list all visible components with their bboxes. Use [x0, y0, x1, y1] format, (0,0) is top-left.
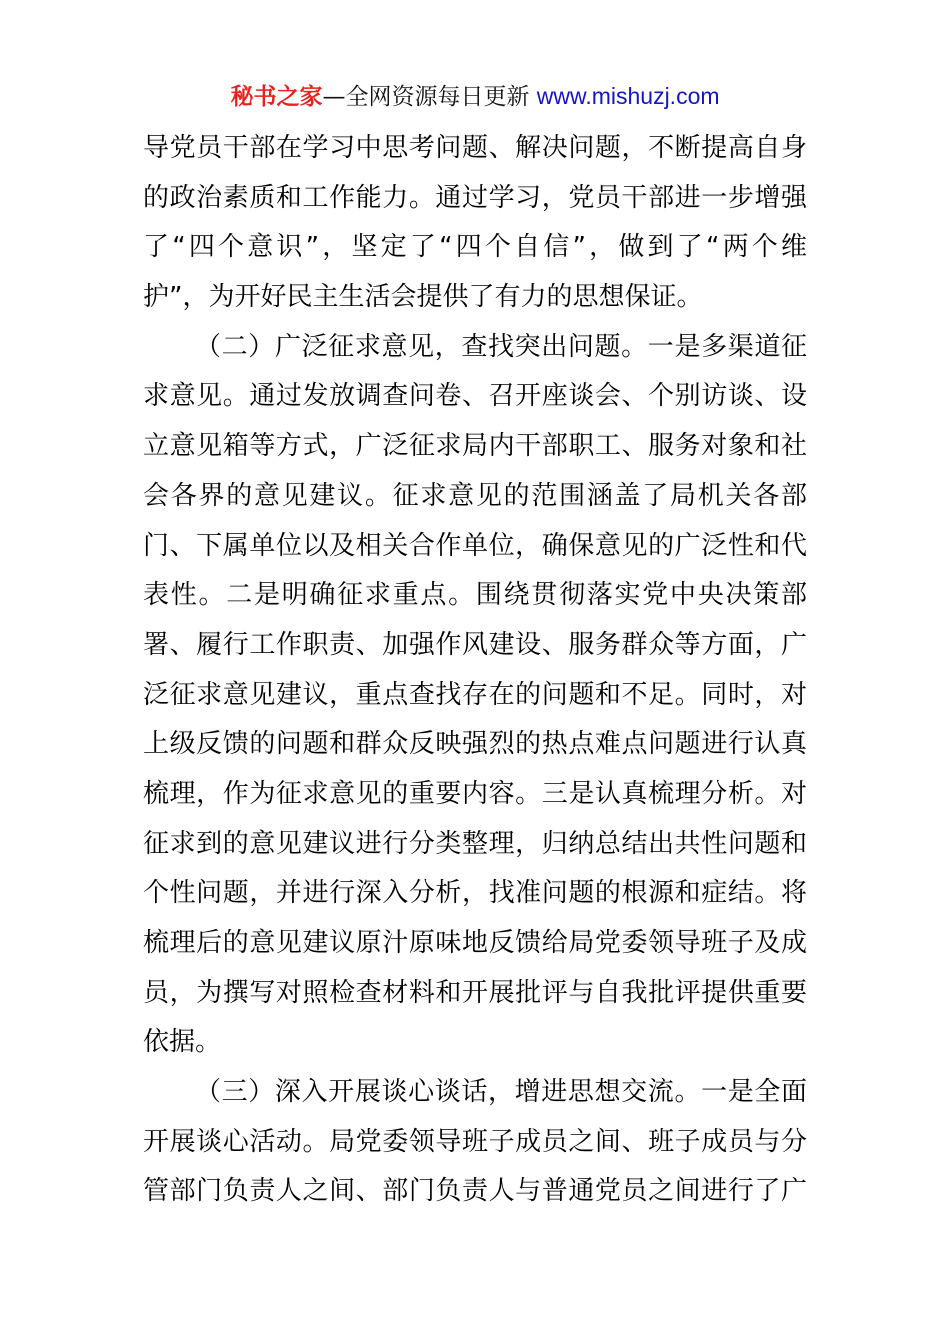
text-line: 表性。二是明确征求重点。围绕贯彻落实党中央决策部 — [143, 580, 807, 611]
text-line: （二）广泛征求意见，查找突出问题。一是多渠道征 — [195, 331, 807, 362]
document-body — [143, 124, 807, 1217]
site-brand: 秘书之家 — [230, 84, 323, 110]
text-line: 梳理，作为征求意见的重要内容。三是认真梳理分析。对 — [143, 778, 807, 809]
text-line: 泛征求意见建议，重点查找存在的问题和不足。同时，对 — [143, 679, 807, 710]
text-line: 员，为撰写对照检查材料和开展批评与自我批评提供重要 — [143, 977, 807, 1008]
text-line: 护”，为开好民主生活会提供了有力的思想保证。 — [143, 282, 703, 313]
text-line: 开展谈心活动。局党委领导班子成员之间、班子成员与分 — [143, 1126, 807, 1157]
text-line: 导党员干部在学习中思考问题、解决问题，不断提高自身 — [143, 133, 807, 163]
text-line: 求意见。通过发放调查问卷、召开座谈会、个别访谈、设 — [143, 381, 807, 412]
text-line: 征求到的意见建议进行分类整理，归纳总结出共性问题和 — [143, 828, 807, 859]
text-line: 个性问题，并进行深入分析，找准问题的根源和症结。将 — [143, 878, 807, 909]
text-line: （三）深入开展谈心谈话，增进思想交流。一是全面 — [195, 1077, 807, 1108]
text-line: 署、履行工作职责、加强作风建设、服务群众等方面，广 — [143, 629, 807, 660]
text-line: 门、下属单位以及相关合作单位，确保意见的广泛性和代 — [143, 530, 807, 561]
text-line: 的政治素质和工作能力。通过学习，党员干部进一步增强 — [143, 182, 807, 213]
text-line: 管部门负责人之间、部门负责人与普通党员之间进行了广 — [143, 1176, 807, 1207]
text-line: 了“四个意识”，坚定了“四个自信”，做到了“两个维 — [143, 232, 807, 263]
site-header — [0, 80, 950, 113]
site-tagline: —全网资源每日更新 — [322, 84, 530, 110]
text-line: 梳理后的意见建议原汁原味地反馈给局党委领导班子及成 — [143, 928, 807, 958]
text-line: 会各界的意见建议。征求意见的范围涵盖了局机关各部 — [143, 480, 807, 511]
site-url-link[interactable]: www.mishuzj.com — [536, 83, 720, 109]
text-line: 上级反馈的问题和群众反映强烈的热点难点问题进行认真 — [143, 729, 807, 760]
text-line: 立意见箱等方式，广泛征求局内干部职工、服务对象和社 — [143, 431, 807, 462]
text-line: 依据。 — [143, 1027, 222, 1058]
